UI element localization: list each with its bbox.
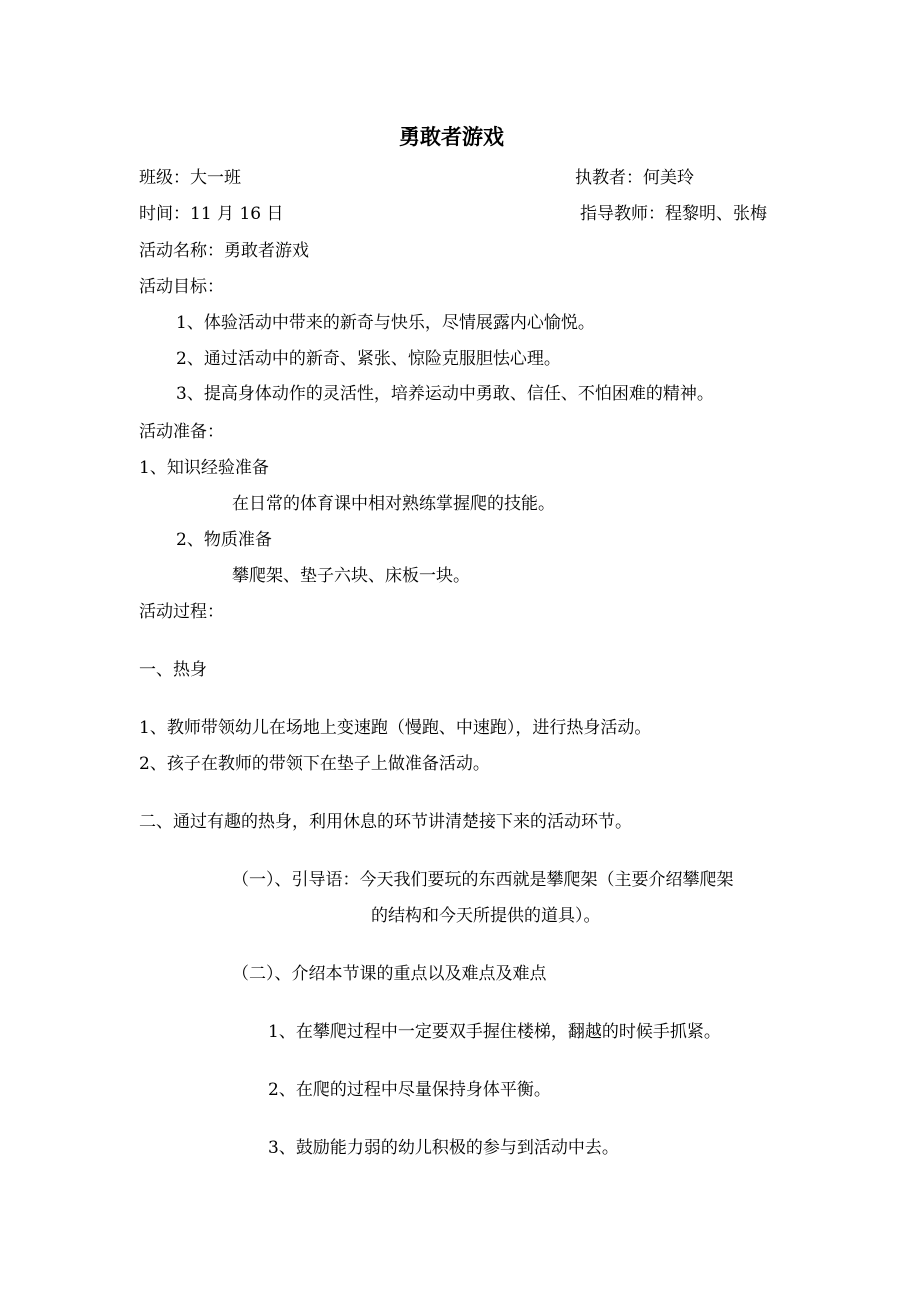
section1-item: 2、孩子在教师的带领下在垫子上做准备活动。 <box>139 754 490 774</box>
goal-item: 3、提高身体动作的灵活性，培养运动中勇敢、信任、不怕困难的精神。 <box>176 384 714 404</box>
section2-heading: 二、通过有趣的热身，利用休息的环节讲清楚接下来的活动环节。 <box>139 812 632 832</box>
class-line: 班级：大一班 <box>139 168 241 188</box>
page-title: 勇敢者游戏 <box>399 124 504 149</box>
section1-item: 1、教师带领幼儿在场地上变速跑（慢跑、中速跑），进行热身活动。 <box>139 718 652 738</box>
prep-material-text: 攀爬架、垫子六块、床板一块。 <box>232 566 470 586</box>
sub2-item: 1、在攀爬过程中一定要双手握住楼梯，翻越的时候手抓紧。 <box>268 1022 721 1042</box>
process-heading: 活动过程： <box>139 602 224 622</box>
section1-heading: 一、热身 <box>139 660 207 680</box>
sub1-line-1: （一）、引导语：今天我们要玩的东西就是攀爬架（主要介绍攀爬架 <box>232 870 734 890</box>
sub2-heading: （二）、介绍本节课的重点以及难点及难点 <box>232 964 547 984</box>
prep-material-heading: 2、物质准备 <box>176 530 272 550</box>
advisor-line: 指导教师：程黎明、张梅 <box>580 204 767 224</box>
sub2-item: 2、在爬的过程中尽量保持身体平衡。 <box>268 1080 551 1100</box>
goal-item: 2、通过活动中的新奇、紧张、惊险克服胆怯心理。 <box>176 349 561 369</box>
goals-heading: 活动目标： <box>139 277 224 297</box>
prep-heading: 活动准备： <box>139 422 224 442</box>
prep-knowledge-text: 在日常的体育课中相对熟练掌握爬的技能。 <box>232 494 555 514</box>
time-line: 时间：11 月 16 日 <box>139 204 284 224</box>
teacher-line: 执教者：何美玲 <box>575 168 694 188</box>
sub2-item: 3、鼓励能力弱的幼儿积极的参与到活动中去。 <box>268 1138 619 1158</box>
activity-name-line: 活动名称：勇敢者游戏 <box>139 241 309 261</box>
prep-knowledge-heading: 1、知识经验准备 <box>139 458 269 478</box>
sub1-line-2: 的结构和今天所提供的道具）。 <box>371 906 601 926</box>
goal-item: 1、体验活动中带来的新奇与快乐，尽情展露内心愉悦。 <box>176 313 595 333</box>
